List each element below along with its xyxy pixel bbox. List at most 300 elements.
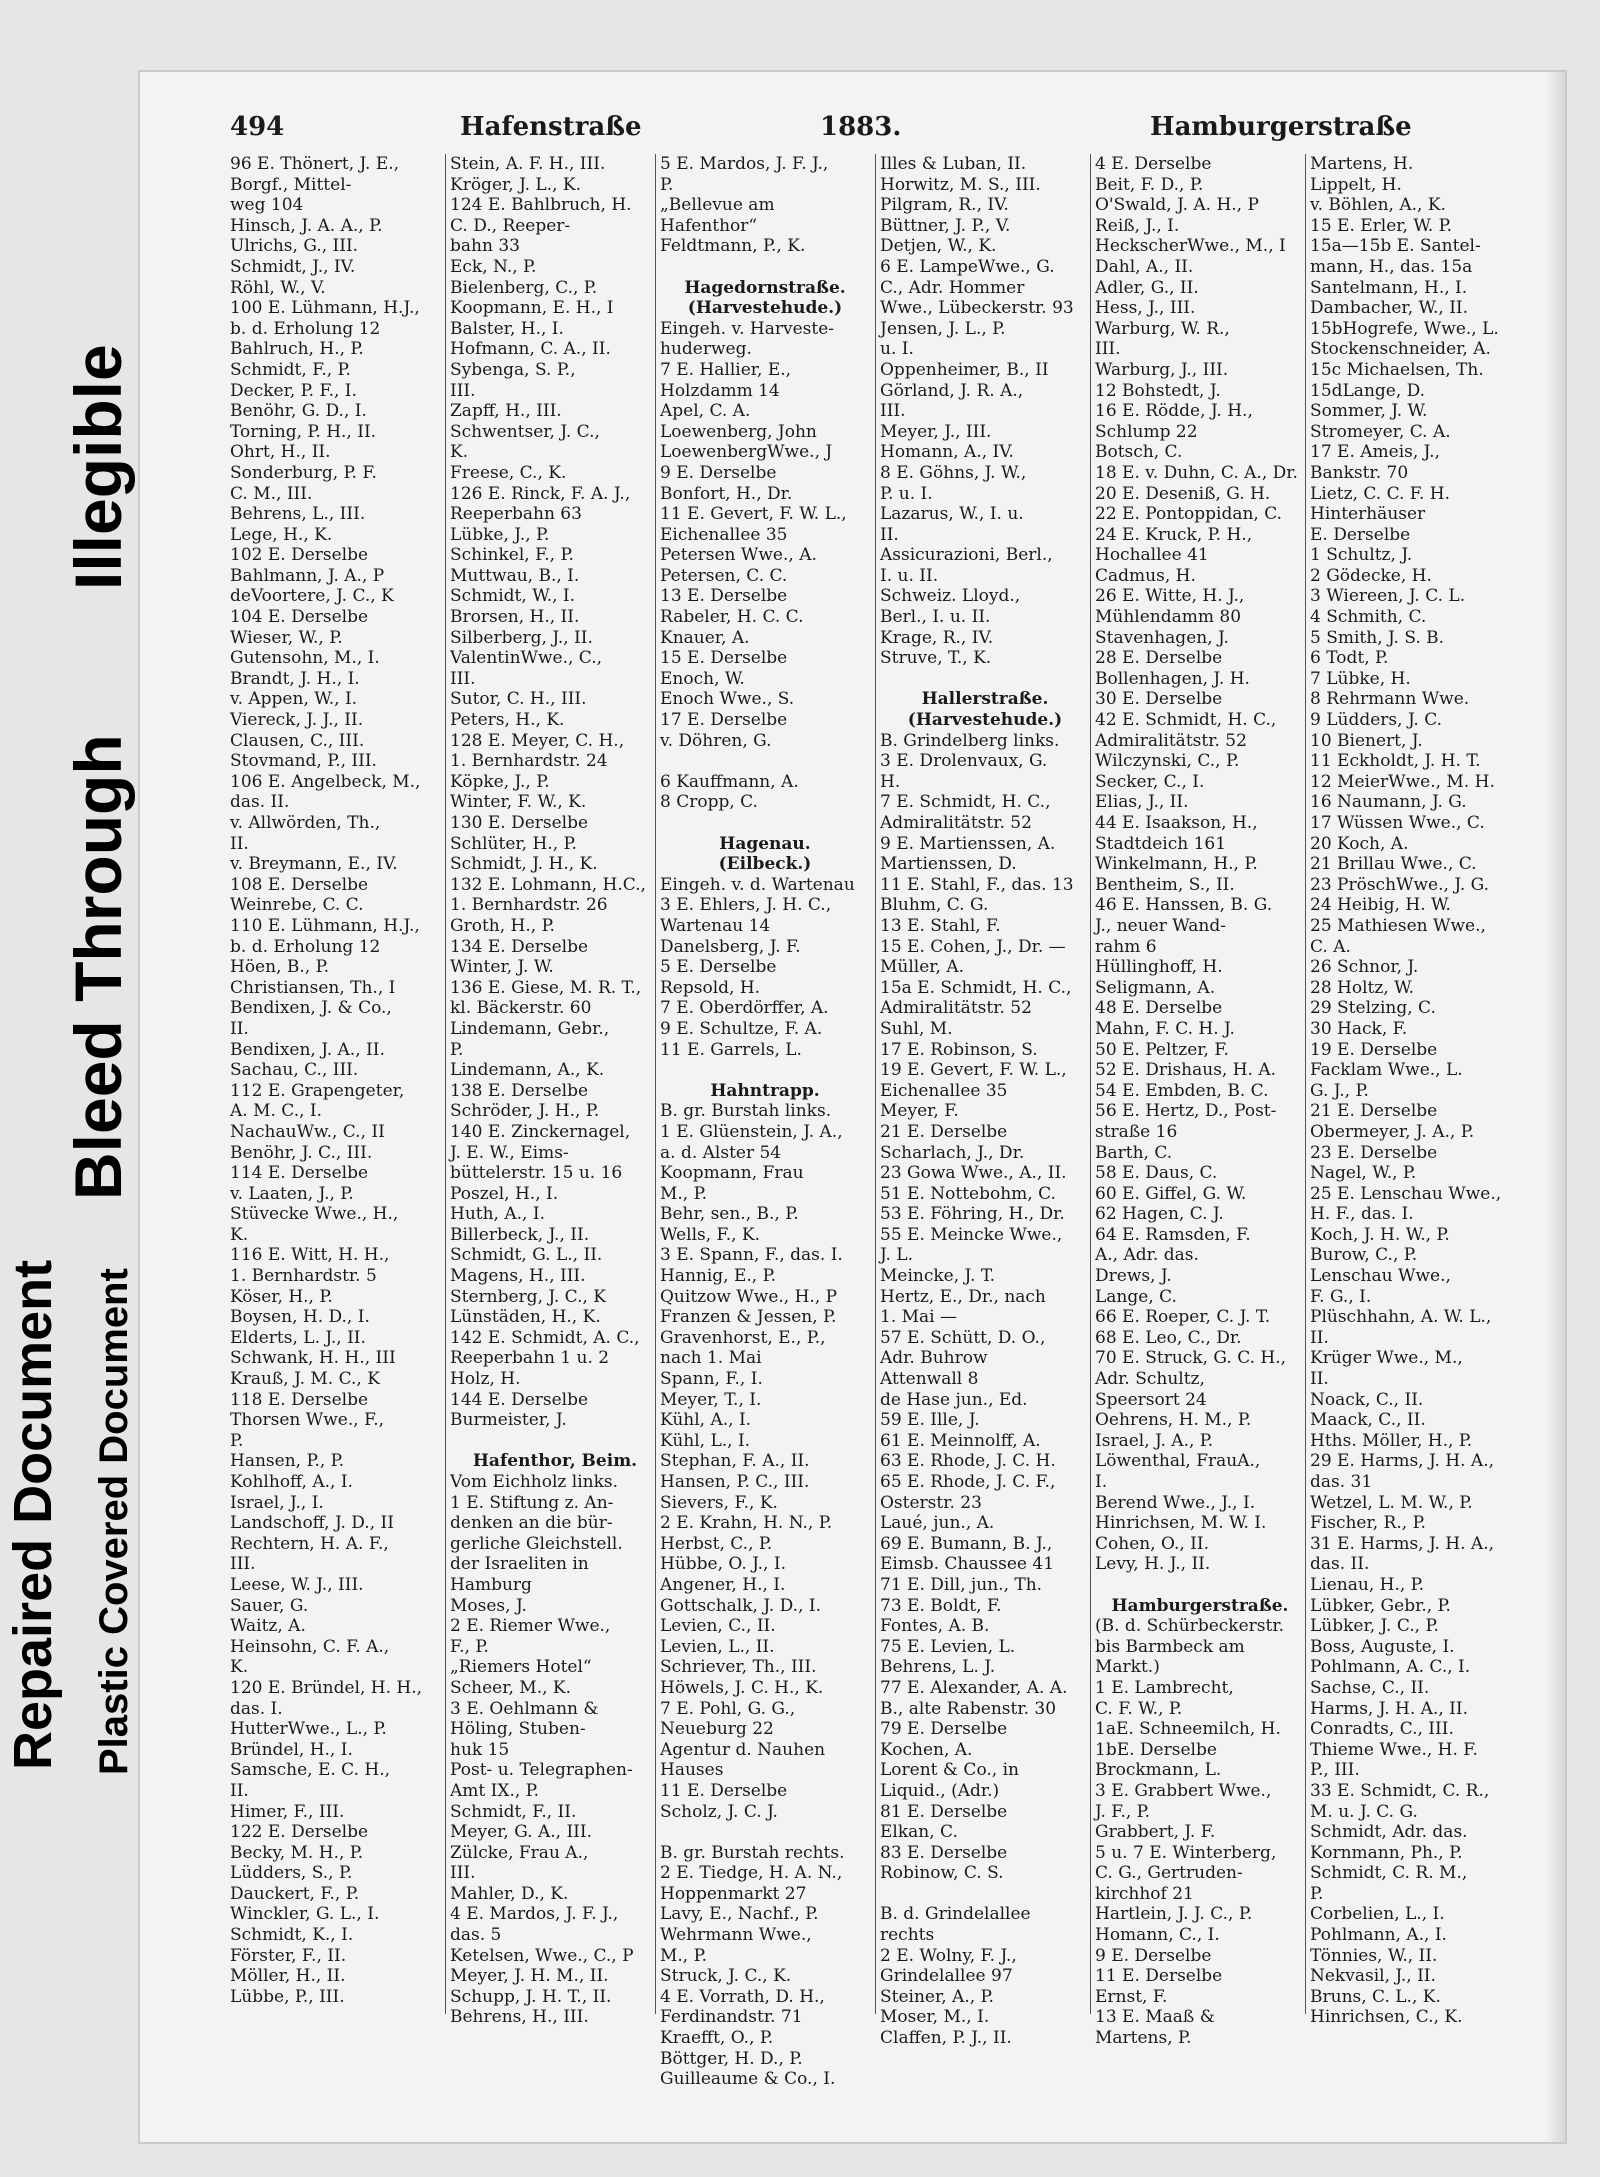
- directory-entry-line: Gravenhorst, E., P.,: [660, 1327, 826, 1348]
- directory-entry-line: II.: [880, 524, 899, 545]
- directory-entry-line: Petersen, C. C.: [660, 565, 788, 586]
- directory-entry-line: Hofmann, C. A., II.: [450, 339, 611, 360]
- directory-entry-line: Billerbeck, J., II.: [450, 1224, 590, 1245]
- page-number: 494: [230, 112, 285, 142]
- directory-entry-line: Höen, B., P.: [230, 957, 329, 978]
- directory-entry-line: 128 E. Meyer, C. H.,: [450, 730, 625, 751]
- directory-entry-line: Lünstäden, H., K.: [450, 1307, 601, 1328]
- directory-entry-line: Hansen, P., P.: [230, 1451, 345, 1472]
- directory-entry-line: Holzdamm 14: [660, 380, 780, 401]
- directory-entry-line: Behrens, H., III.: [450, 2007, 589, 2028]
- directory-entry-line: 20 Koch, A.: [1310, 833, 1409, 854]
- directory-entry-line: 116 E. Witt, H. H.,: [230, 1245, 390, 1266]
- directory-entry-line: 106 E. Angelbeck, M.,: [230, 771, 421, 792]
- directory-entry-line: 62 Hagen, C. J.: [1095, 1204, 1224, 1225]
- directory-entry-line: Schlüter, H., P.: [450, 833, 577, 854]
- directory-entry-line: Elias, J., II.: [1095, 792, 1189, 813]
- directory-entry-line: der Israeliten in: [450, 1554, 589, 1575]
- directory-entry-line: Elkan, C.: [880, 1822, 958, 1843]
- directory-entry-line: 2 E. Riemer Wwe.,: [450, 1616, 611, 1637]
- directory-entry-line: Möller, H., II.: [230, 1966, 346, 1987]
- directory-entry-line: „Bellevue am: [660, 195, 775, 216]
- directory-entry-line: 56 E. Hertz, D., Post-: [1095, 1101, 1277, 1122]
- directory-entry-line: Koopmann, Frau: [660, 1163, 804, 1184]
- directory-entry-line: [880, 1884, 1090, 1905]
- directory-entry-line: Maack, C., II.: [1310, 1410, 1426, 1431]
- directory-entry-line: [660, 257, 870, 278]
- directory-entry-line: Knauer, A.: [660, 627, 750, 648]
- directory-entry-line: 9 E. Derselbe: [660, 462, 777, 483]
- directory-entry-line: Speersort 24: [1095, 1389, 1207, 1410]
- directory-entry-line: Pohlmann, A. C., I.: [1310, 1657, 1471, 1678]
- directory-entry-line: Steiner, A., P.: [880, 1986, 994, 2007]
- directory-entry-line: 8 E. Göhns, J. W.,: [880, 462, 1027, 483]
- directory-entry-line: 15a—15b E. Santel-: [1310, 236, 1481, 257]
- directory-entry-line: Groth, H., P.: [450, 915, 555, 936]
- directory-entry-line: 11 E. Stahl, F., das. 13: [880, 874, 1074, 895]
- directory-entry-line: Warburg, J., III.: [1095, 359, 1229, 380]
- directory-entry-line: Schmidt, F., P.: [230, 359, 351, 380]
- directory-entry-line: Obermeyer, J. A., P.: [1310, 1121, 1475, 1142]
- directory-entry-line: Lübker, J. C., P.: [1310, 1616, 1439, 1637]
- directory-entry-line: Eichenallee 35: [880, 1080, 1008, 1101]
- directory-entry-line: 59 E. Ille, J.: [880, 1410, 980, 1431]
- directory-entry-line: Hinsch, J. A. A., P.: [230, 215, 383, 236]
- directory-entry-line: Meyer, T., I.: [660, 1389, 762, 1410]
- directory-entry-line: 104 E. Derselbe: [230, 607, 369, 628]
- directory-entry-line: Freese, C., K.: [450, 462, 567, 483]
- directory-entry-line: Admiralitätstr. 52: [1095, 730, 1247, 751]
- column-2: [450, 154, 660, 2054]
- directory-entry-line: 144 E. Derselbe: [450, 1389, 589, 1410]
- directory-entry-line: [660, 1060, 870, 1081]
- directory-entry-line: 13 E. Maaß &: [1095, 2007, 1215, 2028]
- directory-entry-line: Lavy, E., Nachf., P.: [660, 1904, 819, 1925]
- column-rule: [655, 154, 656, 2014]
- directory-entry-line: F. G., I.: [1310, 1286, 1372, 1307]
- directory-entry-line: Warburg, W. R.,: [1095, 318, 1230, 339]
- directory-entry-line: huk 15: [450, 1739, 510, 1760]
- directory-entry-line: deVoortere, J. C., K: [230, 586, 394, 607]
- directory-entry-line: Lenschau Wwe.,: [1310, 1266, 1451, 1287]
- directory-entry-line: Attenwall 8: [880, 1369, 979, 1390]
- directory-entry-line: 1. Mai —: [880, 1307, 958, 1328]
- directory-entry-line: 19 E. Gevert, F. W. L.,: [880, 1060, 1067, 1081]
- directory-entry-line: B. d. Grindelallee: [880, 1904, 1031, 1925]
- directory-entry-line: Clausen, C., III.: [230, 730, 365, 751]
- directory-entry-line: Hinrichsen, C., K.: [1310, 2007, 1463, 2028]
- directory-entry-line: Enoch, W.: [660, 668, 745, 689]
- directory-entry-line: 81 E. Derselbe: [880, 1801, 1008, 1822]
- directory-entry-line: Boysen, H. D., I.: [230, 1307, 370, 1328]
- directory-entry-line: 21 E. Derselbe: [880, 1121, 1008, 1142]
- directory-entry-line: Harms, J. H. A., II.: [1310, 1698, 1468, 1719]
- directory-entry-line: u. I.: [880, 339, 914, 360]
- directory-entry-line: Hess, J., III.: [1095, 298, 1196, 319]
- directory-entry-line: Borgf., Mittel-: [230, 174, 352, 195]
- directory-entry-line: Sternberg, J. C., K: [450, 1286, 606, 1307]
- directory-entry-line: H.: [880, 771, 901, 792]
- directory-entry-line: v. Allwörden, Th.,: [230, 813, 381, 833]
- directory-entry-line: Danelsberg, J. F.: [660, 936, 801, 957]
- directory-entry-line: Schlump 22: [1095, 421, 1198, 442]
- directory-entry-line: Eingeh. v. Harveste-: [660, 318, 835, 339]
- directory-entry-line: 7 E. Oberdörffer, A.: [660, 998, 829, 1019]
- directory-entry-line: P.: [450, 1039, 464, 1060]
- directory-entry-line: Torning, P. H., II.: [230, 421, 377, 442]
- directory-entry-line: Bahlmann, J. A., P: [230, 565, 385, 586]
- directory-entry-line: 3 E. Oehlmann &: [450, 1698, 599, 1719]
- directory-entry-line: 134 E. Derselbe: [450, 936, 589, 957]
- directory-entry-line: Bluhm, C. G.: [880, 895, 989, 916]
- directory-entry-line: C. A.: [1310, 936, 1351, 957]
- directory-entry-line: b. d. Erholung 12: [230, 936, 381, 957]
- directory-entry-line: Botsch, C.: [1095, 442, 1183, 463]
- page-header: [230, 112, 1430, 152]
- directory-entry-line: Ketelsen, Wwe., C., P: [450, 1945, 634, 1966]
- directory-entry-line: Krüger Wwe., M.,: [1310, 1348, 1463, 1369]
- directory-entry-line: Lienau, H., P.: [1310, 1574, 1425, 1595]
- directory-entry-line: a. d. Alster 54: [660, 1142, 782, 1163]
- directory-entry-line: C. F. W., P.: [1095, 1698, 1183, 1719]
- directory-entry-line: bis Barmbeck am: [1095, 1636, 1245, 1657]
- directory-entry-line: Meyer, J. H. M., II.: [450, 1966, 609, 1987]
- directory-entry-line: Wwe., Lübeckerstr. 93: [880, 298, 1074, 319]
- directory-entry-line: M., P.: [660, 1183, 708, 1204]
- column-5: [1095, 154, 1305, 2054]
- directory-entry-line: Schweiz. Lloyd.,: [880, 586, 1021, 607]
- directory-entry-line: Magens, H., III.: [450, 1266, 586, 1287]
- directory-entry-line: das. 5: [450, 1925, 502, 1946]
- directory-entry-line: Görland, J. R. A.,: [880, 380, 1024, 401]
- directory-entry-line: Wilczynski, C., P.: [1095, 751, 1240, 772]
- directory-entry-line: Illes & Luban, II.: [880, 154, 1027, 174]
- directory-entry-line: 108 E. Derselbe: [230, 874, 369, 895]
- directory-entry-line: Schmidt, J., IV.: [230, 256, 356, 277]
- directory-entry-line: Spann, F., I.: [660, 1369, 763, 1390]
- directory-entry-line: Dauckert, F., P.: [230, 1883, 360, 1904]
- directory-entry-line: Bendixen, J. & Co.,: [230, 998, 392, 1019]
- directory-entry-line: [1095, 1575, 1305, 1596]
- directory-entry-line: 15bHogrefe, Wwe., L.: [1310, 318, 1499, 339]
- directory-entry-line: Schinkel, F., P.: [450, 545, 574, 566]
- plastic-covered-label: Plastic Covered Document: [92, 1268, 136, 1775]
- directory-entry-line: Kühl, A., I.: [660, 1410, 752, 1431]
- directory-entry-line: v. Breymann, E., IV.: [230, 854, 398, 875]
- directory-entry-line: 124 E. Bahlbruch, H.: [450, 195, 632, 216]
- directory-entry-line: 122 E. Derselbe: [230, 1822, 369, 1843]
- directory-entry-line: 1. Bernhardstr. 26: [450, 895, 608, 916]
- directory-entry-line: M. u. J. C. G.: [1310, 1801, 1418, 1822]
- directory-entry-line: Dahl, A., II.: [1095, 256, 1194, 277]
- directory-entry-line: Homann, C., I.: [1095, 1925, 1220, 1946]
- directory-entry-line: 26 Schnor, J.: [1310, 957, 1419, 978]
- directory-entry-line: 1 Schultz, J.: [1310, 545, 1413, 566]
- directory-entry-line: Christiansen, Th., I: [230, 977, 396, 998]
- directory-entry-line: Wetzel, L. M. W., P.: [1310, 1492, 1473, 1513]
- directory-entry-line: Koch, J. H. W., P.: [1310, 1224, 1450, 1245]
- directory-entry-line: Meyer, J., III.: [880, 421, 992, 442]
- directory-entry-line: Schmidt, K., I.: [230, 1925, 354, 1946]
- directory-entry-line: Hafenthor, Beim.: [472, 1451, 638, 1472]
- column-rule: [875, 154, 876, 2014]
- directory-entry-line: Fischer, R., P.: [1310, 1513, 1426, 1534]
- directory-entry-line: Lege, H., K.: [230, 524, 333, 545]
- directory-entry-line: 2 E. Krahn, H. N., P.: [660, 1513, 833, 1534]
- directory-entry-line: 11 E. Derselbe: [660, 1780, 788, 1801]
- directory-entry-line: Osterstr. 23: [880, 1492, 982, 1513]
- directory-entry-line: 19 E. Derselbe: [1310, 1039, 1438, 1060]
- directory-entry-line: Laué, jun., A.: [880, 1513, 995, 1534]
- directory-entry-line: C. M., III.: [230, 483, 313, 504]
- directory-entry-line: Hauses: [660, 1760, 724, 1781]
- directory-entry-line: Assicurazioni, Berl.,: [880, 545, 1053, 566]
- directory-entry-line: Noack, C., II.: [1310, 1389, 1424, 1410]
- directory-entry-line: 57 E. Schütt, D. O.,: [880, 1327, 1046, 1348]
- directory-entry-line: 6 E. LampeWwe., G.: [880, 256, 1055, 277]
- directory-entry-line: Kröger, J. L., K.: [450, 174, 581, 195]
- directory-entry-line: 130 E. Derselbe: [450, 813, 589, 833]
- directory-entry-line: Franzen & Jessen, P.: [660, 1307, 837, 1328]
- directory-entry-line: Suhl, M.: [880, 1018, 953, 1039]
- directory-entry-line: Oehrens, H. M., P.: [1095, 1410, 1252, 1431]
- directory-entry-line: Müller, A.: [880, 957, 965, 978]
- directory-entry-line: Homann, A., IV.: [880, 442, 1014, 463]
- directory-entry-line: das. II.: [1310, 1554, 1370, 1575]
- directory-entry-line: 15 E. Erler, W. P.: [1310, 215, 1453, 236]
- directory-entry-line: mann, H., das. 15a: [1310, 256, 1473, 277]
- directory-entry-line: Landschoff, J. D., II: [230, 1513, 394, 1534]
- directory-entry-line: Lorent & Co., in: [880, 1760, 1019, 1781]
- directory-entry-line: Hinterhäuser: [1310, 504, 1426, 525]
- directory-entry-line: 15a E. Schmidt, H. C.,: [880, 977, 1072, 998]
- directory-entry-line: Amt IX., P.: [450, 1780, 540, 1801]
- directory-entry-line: 61 E. Meinnolff, A.: [880, 1430, 1041, 1451]
- illegible-label: Illegible: [61, 344, 135, 590]
- directory-entry-line: 10 Bienert, J.: [1310, 730, 1423, 751]
- directory-entry-line: 26 E. Witte, H. J.,: [1095, 586, 1245, 607]
- directory-entry-line: Sutor, C. H., III.: [450, 689, 587, 710]
- directory-entry-line: Schmidt, Adr. das.: [1310, 1822, 1468, 1843]
- directory-entry-line: 23 E. Derselbe: [1310, 1142, 1438, 1163]
- directory-entry-line: 3 E. Grabbert Wwe.,: [1095, 1780, 1272, 1801]
- directory-entry-line: K.: [450, 442, 469, 463]
- directory-entry-line: 66 E. Roeper, C. J. T.: [1095, 1307, 1271, 1328]
- column-rule: [1305, 154, 1306, 2014]
- directory-entry-line: Schmidt, W., I.: [450, 586, 576, 607]
- directory-entry-line: Lange, C.: [1095, 1286, 1177, 1307]
- directory-entry-line: Feldtmann, P., K.: [660, 236, 806, 257]
- directory-entry-line: Wells, F., K.: [660, 1224, 761, 1245]
- directory-entry-line: Hüllinghoff, H.: [1095, 957, 1223, 978]
- directory-entry-line: 79 E. Derselbe: [880, 1719, 1008, 1740]
- directory-entry-line: 16 E. Rödde, J. H.,: [1095, 401, 1253, 422]
- directory-entry-line: B. Grindelberg links.: [880, 730, 1060, 751]
- directory-entry-line: 54 E. Embden, B. C.: [1095, 1080, 1269, 1101]
- directory-entry-line: 44 E. Isaakson, H.,: [1095, 813, 1258, 833]
- directory-entry-line: 2 E. Tiedge, H. A. N.,: [660, 1863, 843, 1884]
- directory-entry-line: Schmidt, G. L., II.: [450, 1245, 603, 1266]
- directory-entry-line: 20 E. Deseniß, G. H.: [1095, 483, 1271, 504]
- directory-entry-line: 71 E. Dill, jun., Th.: [880, 1574, 1043, 1595]
- directory-entry-line: Eingeh. v. d. Wartenau: [660, 874, 855, 895]
- directory-entry-line: Cadmus, H.: [1095, 565, 1196, 586]
- directory-entry-line: III.: [450, 1863, 476, 1884]
- directory-entry-line: ValentinWwe., C.,: [450, 648, 603, 669]
- directory-entry-line: Berl., I. u. II.: [880, 607, 991, 628]
- directory-entry-line: Kochen, A.: [880, 1739, 973, 1760]
- directory-entry-line: A., Adr. das.: [1095, 1245, 1199, 1266]
- directory-entry-line: 100 E. Lühmann, H.J.,: [230, 298, 420, 319]
- directory-entry-line: Admiralitätstr. 52: [880, 813, 1032, 833]
- directory-entry-line: Krage, R., IV.: [880, 627, 994, 648]
- directory-entry-line: Quitzow Wwe., H., P: [660, 1286, 838, 1307]
- directory-entry-line: Bründel, H., I.: [230, 1739, 353, 1760]
- directory-entry-line: kirchhof 21: [1095, 1883, 1194, 1904]
- right-street-heading: Hamburgerstraße: [1150, 112, 1412, 142]
- left-street-heading: Hafenstraße: [460, 112, 642, 142]
- directory-entry-line: Brandt, J. H., I.: [230, 668, 360, 689]
- directory-entry-line: Martens, H.: [1310, 154, 1414, 174]
- directory-entry-line: Vom Eichholz links.: [450, 1472, 619, 1492]
- directory-entry-line: 52 E. Drishaus, H. A.: [1095, 1060, 1277, 1081]
- directory-entry-line: A. M. C., I.: [230, 1101, 323, 1122]
- directory-entry-line: Tönnies, W., II.: [1310, 1945, 1438, 1966]
- directory-entry-line: J. L.: [880, 1245, 913, 1266]
- directory-entry-line: Rechtern, H. A. F.,: [230, 1533, 389, 1554]
- directory-entry-line: 4 E. Derselbe: [1095, 154, 1212, 174]
- directory-entry-line: Elderts, L. J., II.: [230, 1327, 366, 1348]
- directory-entry-line: 1 E. Lambrecht,: [1095, 1677, 1234, 1698]
- directory-entry-line: Schmidt, J. H., K.: [450, 854, 598, 875]
- directory-entry-line: Lüdders, S., P.: [230, 1863, 353, 1884]
- directory-entry-line: v. Appen, W., I.: [230, 689, 358, 710]
- directory-entry-line: K.: [230, 1224, 249, 1245]
- directory-entry-line: Struck, J. C., K.: [660, 1966, 792, 1987]
- directory-entry-line: Winter, J. W.: [450, 957, 554, 978]
- directory-entry-line: Berend Wwe., J., I.: [1095, 1492, 1256, 1513]
- directory-entry-line: 64 E. Ramsden, F.: [1095, 1224, 1251, 1245]
- directory-entry-line: P.: [230, 1430, 244, 1451]
- directory-entry-line: Robinow, C. S.: [880, 1863, 1004, 1884]
- directory-entry-line: Sommer, J. W.: [1310, 401, 1428, 422]
- directory-entry-line: [450, 1431, 660, 1452]
- directory-entry-line: 29 Stelzing, C.: [1310, 998, 1436, 1019]
- directory-entry-line: Stockenschneider, A.: [1310, 339, 1491, 360]
- directory-entry-line: Eichenallee 35: [660, 524, 788, 545]
- directory-entry-line: (Harvestehude.): [687, 298, 843, 319]
- directory-entry-line: Zapff, H., III.: [450, 401, 562, 422]
- directory-entry-line: Wartenau 14: [660, 915, 771, 936]
- directory-entry-line: Struve, T., K.: [880, 648, 992, 669]
- directory-entry-line: Winckler, G. L., I.: [230, 1904, 380, 1925]
- directory-entry-line: Hannig, E., P.: [660, 1266, 777, 1287]
- directory-entry-line: Gottschalk, J. D., I.: [660, 1595, 822, 1616]
- directory-entry-line: 17 E. Robinson, S.: [880, 1039, 1038, 1060]
- directory-entry-line: 16 Naumann, J. G.: [1310, 792, 1467, 813]
- directory-entry-line: 5 Smith, J. S. B.: [1310, 627, 1445, 648]
- directory-entry-line: Schwentser, J. C.,: [450, 421, 600, 442]
- directory-entry-line: Ernst, F.: [1095, 1986, 1168, 2007]
- directory-entry-line: B., alte Rabenstr. 30: [880, 1698, 1057, 1719]
- directory-entry-line: Eck, N., P.: [450, 256, 537, 277]
- directory-entry-line: Liquid., (Adr.): [880, 1780, 1000, 1801]
- directory-entry-line: J., neuer Wand-: [1095, 915, 1226, 936]
- directory-entry-line: Israel, J., I.: [230, 1492, 324, 1513]
- directory-entry-line: 25 E. Lenschau Wwe.,: [1310, 1183, 1502, 1204]
- directory-entry-line: kl. Bäckerstr. 60: [450, 998, 592, 1019]
- directory-entry-line: Benöhr, J. C., III.: [230, 1142, 373, 1163]
- directory-entry-line: B. gr. Burstah links.: [660, 1101, 832, 1122]
- directory-entry-line: Samsche, E. C. H.,: [230, 1760, 391, 1781]
- directory-entry-line: straße 16: [1095, 1121, 1178, 1142]
- directory-entry-line: K.: [230, 1657, 249, 1678]
- directory-entry-line: Bruns, C. L., K.: [1310, 1986, 1441, 2007]
- directory-entry-line: Corbelien, L., I.: [1310, 1904, 1445, 1925]
- directory-entry-line: Löwenthal, FrauA.,: [1095, 1451, 1261, 1472]
- directory-entry-line: Mahn, F. C. H. J.: [1095, 1018, 1235, 1039]
- directory-entry-line: Moses, J.: [450, 1595, 527, 1616]
- directory-entry-line: Petersen Wwe., A.: [660, 545, 817, 566]
- directory-entry-line: HutterWwe., L., P.: [230, 1719, 387, 1740]
- directory-entry-line: Winkelmann, H., P.: [1095, 854, 1258, 875]
- directory-entry-line: Martienssen, D.: [880, 854, 1017, 875]
- directory-entry-line: Leese, W. J., III.: [230, 1574, 364, 1595]
- directory-entry-line: F., P.: [450, 1636, 489, 1657]
- directory-entry-line: 13 E. Stahl, F.: [880, 915, 1001, 936]
- directory-entry-line: Lietz, C. C. F. H.: [1310, 483, 1450, 504]
- directory-entry-line: Stavenhagen, J.: [1095, 627, 1229, 648]
- directory-entry-line: Hamburgerstraße.: [1111, 1595, 1289, 1616]
- directory-entry-line: 50 E. Peltzer, F.: [1095, 1039, 1229, 1060]
- directory-entry-line: Markt.): [1095, 1657, 1160, 1678]
- directory-entry-line: Mühlendamm 80: [1095, 607, 1242, 628]
- directory-entry-line: Behr, sen., B., P.: [660, 1204, 799, 1225]
- directory-entry-line: 46 E. Hanssen, B. G.: [1095, 895, 1273, 916]
- directory-entry-line: Behrens, L., III.: [230, 504, 366, 525]
- directory-entry-line: Seligmann, A.: [1095, 977, 1216, 998]
- directory-entry-line: Loewenberg, John: [660, 421, 817, 442]
- directory-entry-line: 48 E. Derselbe: [1095, 998, 1223, 1019]
- directory-entry-line: 11 E. Derselbe: [1095, 1966, 1223, 1987]
- directory-entry-line: v. Döhren, G.: [660, 730, 772, 751]
- directory-entry-line: Meyer, F.: [880, 1101, 959, 1122]
- directory-entry-line: 3 E. Spann, F., das. I.: [660, 1245, 843, 1266]
- directory-entry-line: Apel, C. A.: [660, 401, 751, 422]
- bleed-through-label: Bleed Through: [61, 734, 135, 1200]
- directory-entry-line: 55 E. Meincke Wwe.,: [880, 1224, 1063, 1245]
- directory-entry-line: 30 Hack, F.: [1310, 1018, 1408, 1039]
- directory-entry-line: P. u. I.: [880, 483, 933, 504]
- directory-entry-line: Ohrt, H., II.: [230, 442, 331, 463]
- directory-entry-line: Weinrebe, C. C.: [230, 895, 364, 916]
- directory-entry-line: Bahlruch, H., P.: [230, 339, 364, 360]
- directory-entry-line: E. Derselbe: [1310, 524, 1411, 545]
- directory-entry-line: Röhl, W., V.: [230, 277, 326, 298]
- directory-entry-line: 2 E. Wolny, F. J.,: [880, 1945, 1017, 1966]
- directory-entry-line: 15dLange, D.: [1310, 380, 1426, 401]
- directory-entry-line: 70 E. Struck, G. C. H.,: [1095, 1348, 1287, 1369]
- directory-entry-line: 6 Kauffmann, A.: [660, 771, 799, 792]
- directory-entry-line: Post- u. Telegraphen-: [450, 1760, 633, 1781]
- directory-entry-line: NachauWw., C., II: [230, 1121, 385, 1142]
- directory-entry-line: 5 E. Mardos, J. F. J.,: [660, 154, 829, 174]
- directory-entry-line: Neueburg 22: [660, 1719, 774, 1740]
- directory-entry-line: 12 MeierWwe., M. H.: [1310, 771, 1495, 792]
- directory-entry-line: Meyer, G. A., III.: [450, 1822, 593, 1843]
- directory-entry-line: Decker, P. F., I.: [230, 380, 357, 401]
- repaired-document-label: Repaired Document: [3, 1259, 63, 1770]
